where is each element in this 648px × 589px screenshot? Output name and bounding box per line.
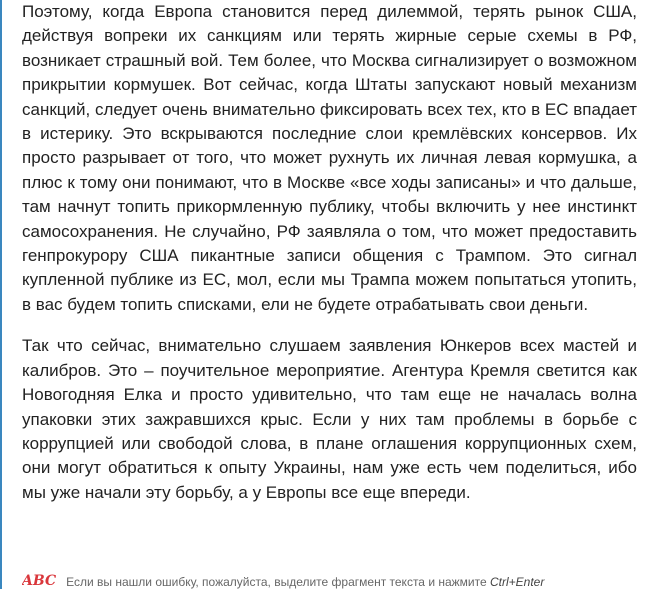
article-paragraph-1: Поэтому, когда Европа становится перед дилеммой, терять рынок США, действуя вопреки их санкциям или терять жирные серые схемы в РФ, возникает страшный вой. Тем более, что Москва сигнализирует о возможном прикрытии кормушек. Вот сейчас, когда Штаты запускают новый механизм санкций, следует очень внимательно фиксировать всех тех, кто в ЕС впадает в истерику. Это вскрываются последние слои кремлёвских консервов. Их просто разрывает от того, что может рухнуть их личная левая кормушка, а плюс к тому они понимают, что в Москве «все ходы записаны» и что дальше, там начнут топить прикормленную публику, чтобы включить у нее инстинкт самосохранения. Не случайно, РФ заявляла о том, что может предоставить генпрокурору США пикантные записи общения с Трампом. Это сигнал купленной публике из ЕС, мол, если мы Трампа можем попытаться утопить, в вас будем топить списками, ели не будете отрабатывать свои деньги. bbox=[22, 2, 637, 314]
spellcheck-icon: ABC bbox=[22, 574, 57, 589]
keyboard-shortcut: Ctrl+Enter bbox=[490, 575, 545, 589]
article-body bbox=[22, 0, 637, 505]
error-report-message: Если вы нашли ошибку, пожалуйста, выделите фрагмент текста и нажмите bbox=[66, 575, 490, 589]
error-report-text bbox=[66, 574, 544, 589]
error-report-hint bbox=[22, 574, 642, 589]
article-paragraph-2: Так что сейчас, внимательно слушаем заявления Юнкеров всех мастей и калибров. Это – поучительное мероприятие. Агентура Кремля светится как Новогодняя Елка и просто удивительно, что там еще не началась волна упаковки этих зажравшихся крыс. Если у них там проблемы в борьбе с коррупцией или свободой слова, в плане оглашения коррупционных схем, они могут обратиться к опыту Украины, нам уже есть чем поделиться, ибо мы уже начали эту борьбу, а у Европы все еще впереди. bbox=[22, 336, 637, 502]
left-border-line bbox=[0, 0, 2, 589]
